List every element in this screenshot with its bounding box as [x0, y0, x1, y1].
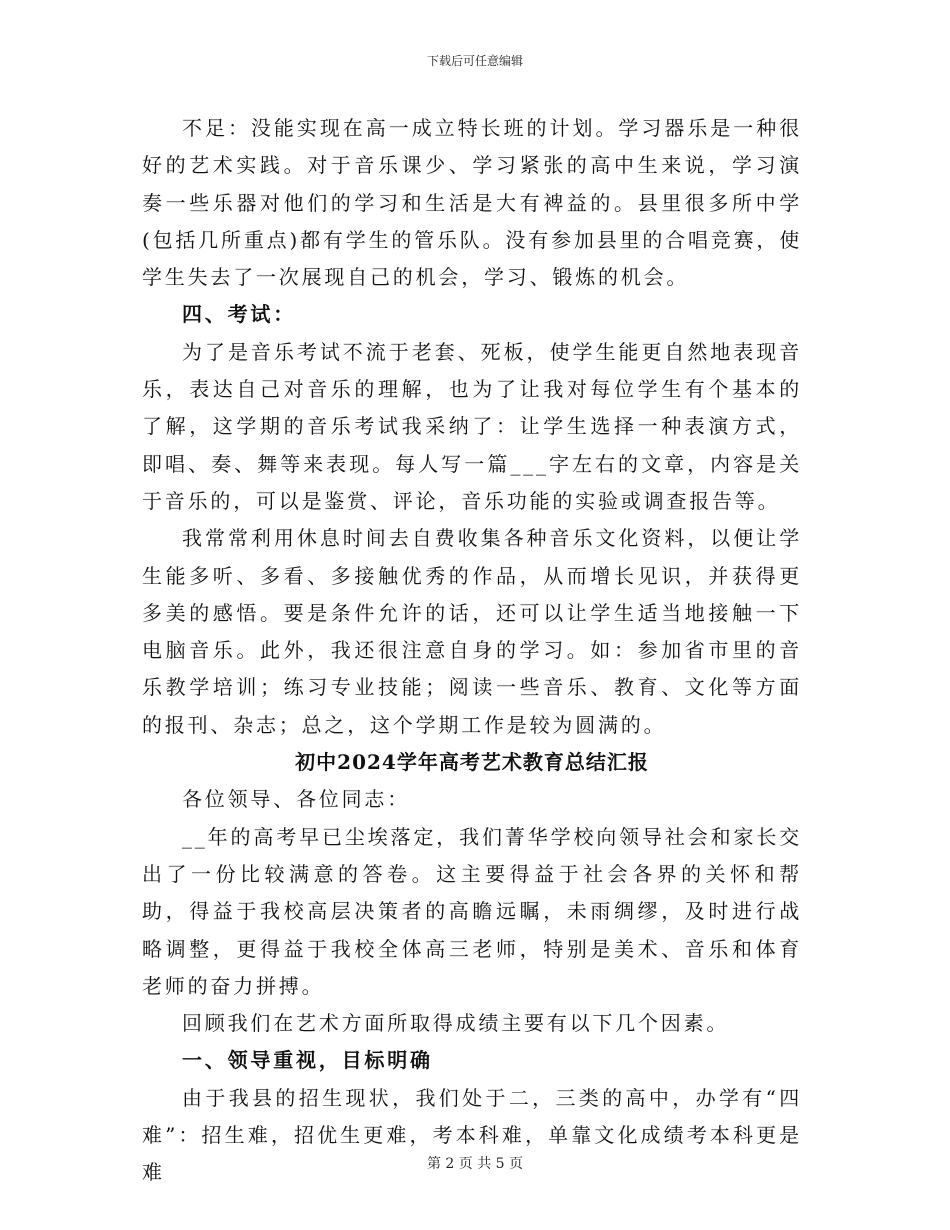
document-title: 初中2024学年高考艺术教育总结汇报 — [295, 750, 649, 775]
paragraph-review: 回顾我们在艺术方面所取得成绩主要有以下几个因素。 — [182, 1011, 730, 1036]
greeting: 各位领导、各位同志： — [182, 787, 410, 812]
paragraph-enrollment: 由于我县的招生现状，我们处于二，三类的高中，办学有“四难”：招生难，招优生更难，考本科难，单靠文化成绩考本科更是难 — [142, 1085, 802, 1185]
page-header: 下载后可任意编辑 — [426, 54, 523, 68]
paragraph-self-study: 我常常利用休息时间去自费收集各种音乐文化资料，以便让学生能多听、多看、多接触优秀的作品，从而增长见识，并获得更多美的感悟。要是条件允许的话，还可以让学生适当地接触一下电脑音乐。此外，我还很注意自身的学习。如：参加省市里的音乐教学培训；练习专业技能；阅读一些音乐、教育、文化等方面的报刊、杂志；总之，这个学期工作是较为圆满的。 — [142, 526, 802, 737]
section-heading-leadership: 一、领导重视，目标明确 — [182, 1048, 433, 1073]
document-body — [142, 110, 802, 1192]
section-heading-exam: 四、考试： — [182, 302, 296, 327]
paragraph-shortcomings: 不足：没能实现在高一成立特长班的计划。学习器乐是一种很好的艺术实践。对于音乐课少、学习紧张的高中生来说，学习演奏一些乐器对他们的学习和生活是大有裨益的。县里很多所中学(包括几所重点)都有学生的管乐队。没有参加县里的合唱竞赛，使学生失去了一次展现自己的机会，学习、锻炼的机会。 — [142, 116, 802, 290]
page-footer: 第 2 页 共 5 页 — [426, 1156, 524, 1172]
paragraph-intro: __年的高考早已尘埃落定，我们菁华学校向领导社会和家长交出了一份比较满意的答卷。这主要得益于社会各界的关怀和帮助，得益于我校高层决策者的高瞻远瞩，未雨绸缪，及时进行战略调整，更得益于我校全体高三老师，特别是美术、音乐和体育老师的奋力拼搏。 — [142, 824, 802, 998]
paragraph-exam: 为了是音乐考试不流于老套、死板，使学生能更自然地表现音乐，表达自己对音乐的理解，也为了让我对每位学生有个基本的了解，这学期的音乐考试我采纳了：让学生选择一种表演方式，即唱、奏、舞等来表现。每人写一篇___字左右的文章，内容是关于音乐的，可以是鉴赏、评论，音乐功能的实验或调查报告等。 — [142, 339, 802, 513]
